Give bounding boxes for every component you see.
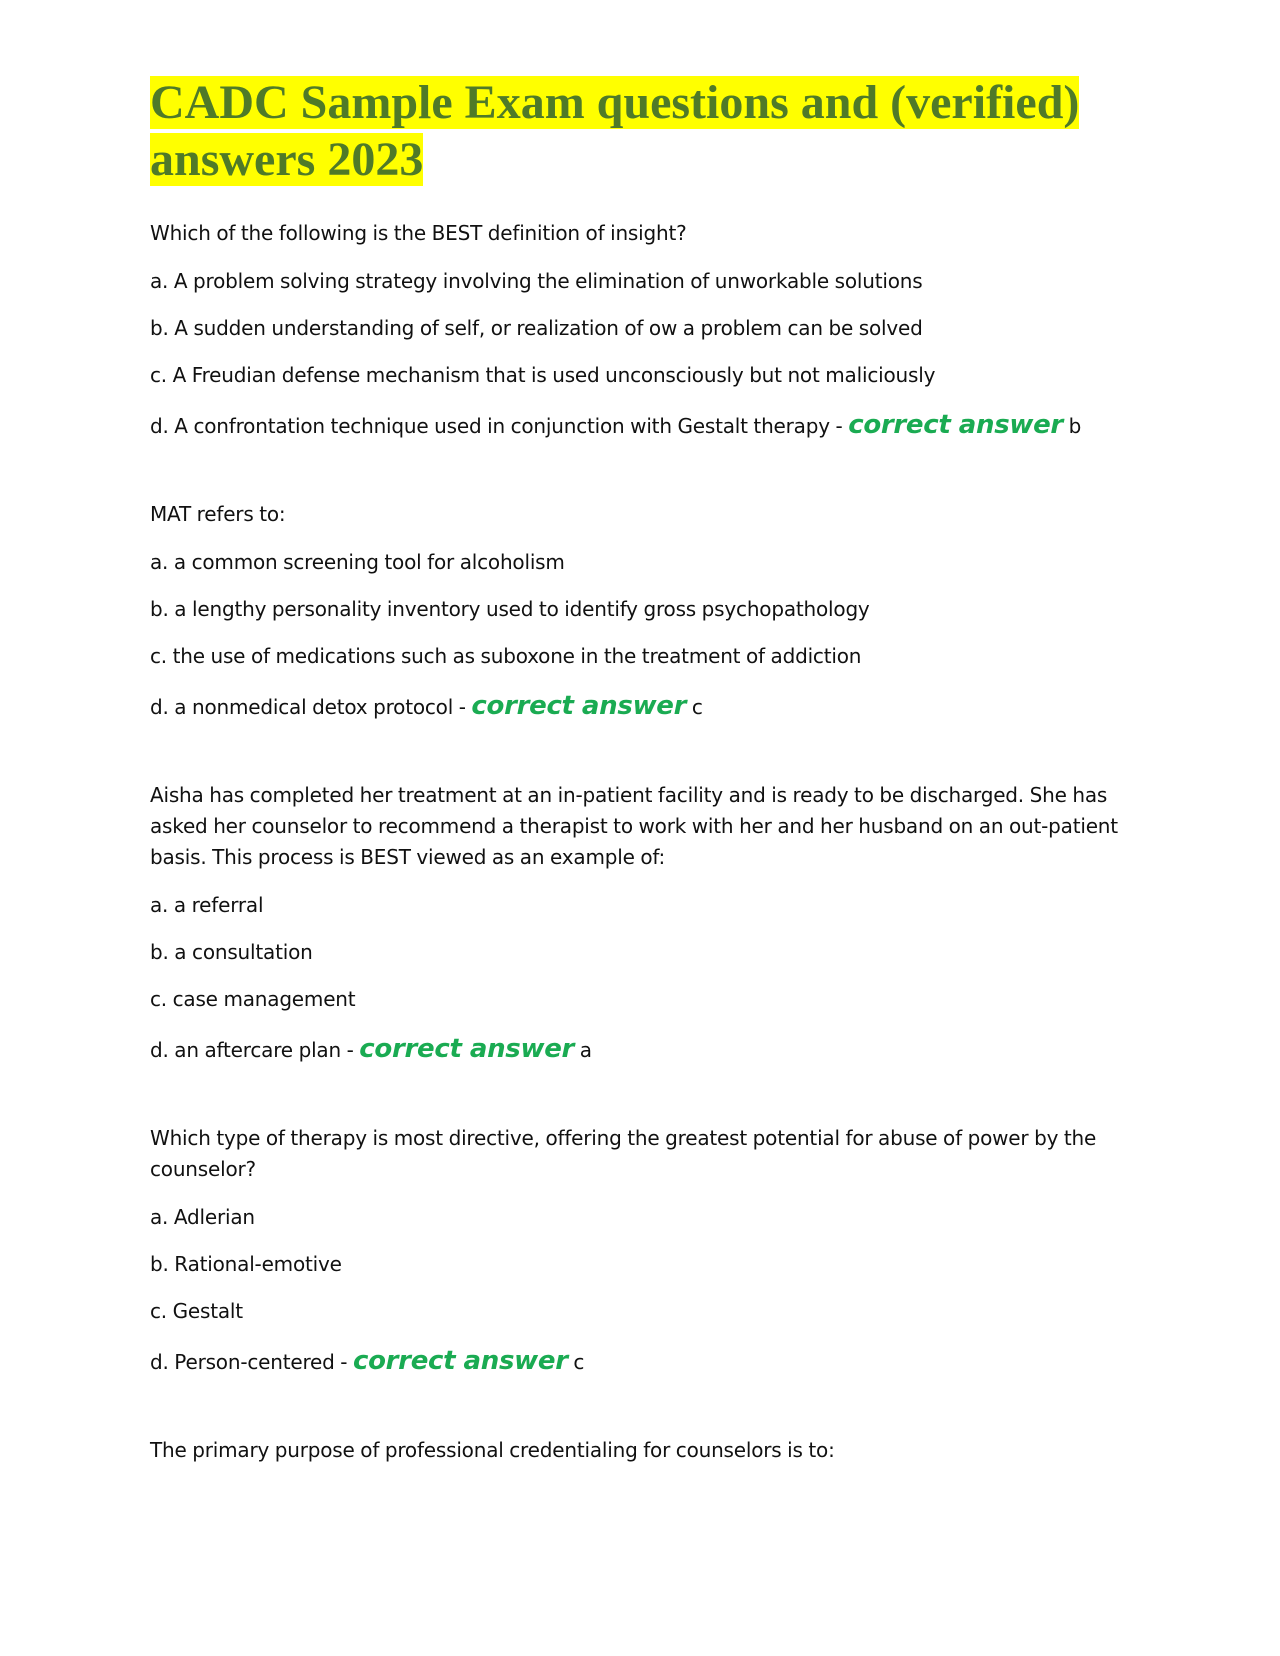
option-a: a. A problem solving strategy involving the elimination of unworkable solutions <box>150 269 923 293</box>
correct-answer-label: correct answer <box>848 410 1063 440</box>
option-c: c. case management <box>150 987 356 1011</box>
option-b: b. a consultation <box>150 940 313 964</box>
title-highlight: CADC Sample Exam questions and (verified) answers 2023 <box>150 76 1080 186</box>
document-title <box>150 74 1140 188</box>
question-text: MAT refers to: <box>150 502 286 526</box>
question-spacer <box>150 724 1140 780</box>
correct-answer-label: correct answer <box>359 1034 575 1064</box>
question-block-4 <box>150 1123 1140 1379</box>
document-page <box>150 74 1140 1484</box>
correct-answer-letter: c <box>567 1350 585 1374</box>
option-d <box>150 408 1140 443</box>
option-d <box>150 1032 1140 1067</box>
option-c: c. the use of medications such as suboxone in the treatment of addiction <box>150 644 862 668</box>
question-spacer <box>150 443 1140 499</box>
trailing-question-text: The primary purpose of professional credentialing for counselors is to: <box>150 1438 835 1462</box>
question-block-3 <box>150 780 1140 1067</box>
option-d <box>150 1344 1140 1379</box>
option-a: a. Adlerian <box>150 1205 255 1229</box>
option-d <box>150 689 1140 724</box>
option-c: c. A Freudian defense mechanism that is used unconsciously but not maliciously <box>150 363 936 387</box>
correct-answer-label: correct answer <box>352 1346 568 1376</box>
correct-answer-letter: a <box>574 1038 592 1062</box>
question-text: Which of the following is the BEST definition of insight? <box>150 221 687 245</box>
option-d-text: d. a nonmedical detox protocol - <box>150 695 472 719</box>
question-spacer <box>150 1067 1140 1123</box>
option-c: c. Gestalt <box>150 1299 243 1323</box>
question-text: Which type of therapy is most directive, offering the greatest potential for abuse of power by the counselor? <box>150 1126 1097 1181</box>
option-d-text: d. an aftercare plan - <box>150 1038 360 1062</box>
question-block-2 <box>150 499 1140 724</box>
option-a: a. a referral <box>150 893 264 917</box>
correct-answer-label: correct answer <box>471 691 687 721</box>
correct-answer-letter: b <box>1062 414 1082 438</box>
question-text: Aisha has completed her treatment at an in-patient facility and is ready to be discharged. She has asked her counselor to recommend a therapist to work with her and her husband on an out-patient basis. This process is BEST viewed as an example of: <box>150 783 1118 869</box>
option-b: b. Rational-emotive <box>150 1252 342 1276</box>
question-spacer <box>150 1379 1140 1435</box>
option-d-text: d. A confrontation technique used in conjunction with Gestalt therapy - <box>150 414 849 438</box>
option-b: b. A sudden understanding of self, or realization of ow a problem can be solved <box>150 316 923 340</box>
option-a: a. a common screening tool for alcoholism <box>150 550 565 574</box>
correct-answer-letter: c <box>686 695 703 719</box>
option-d-text: d. Person-centered - <box>150 1350 353 1374</box>
question-block-1 <box>150 218 1140 443</box>
option-b: b. a lengthy personality inventory used to identify gross psychopathology <box>150 597 870 621</box>
